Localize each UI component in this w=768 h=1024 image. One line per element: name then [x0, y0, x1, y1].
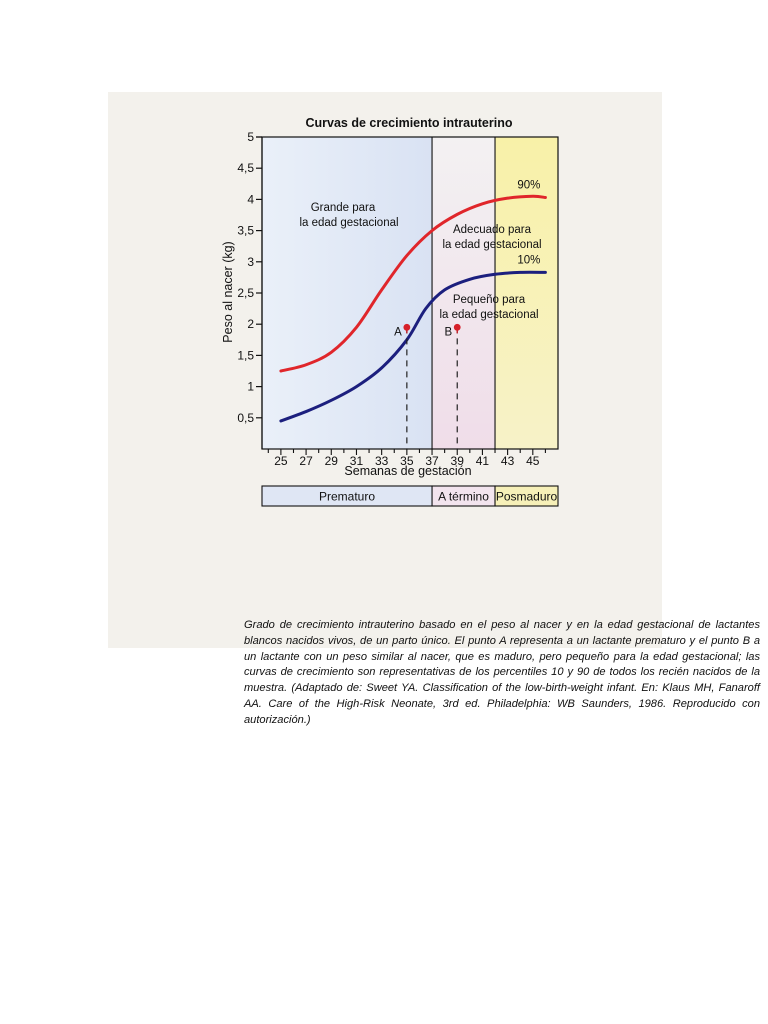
figure-caption: Grado de crecimiento intrauterino basado en el peso al nacer y en la edad gestacional de lactantes blancos nacidos vivos, de un parto único. El punto A representa a un lactante prematuro y el punto B a un lactante con un peso similar al nacer, que es maduro, pero pequeño para la edad gestacional; las curvas de crecimiento son representativas de los percentiles 10 y 90 de todos los recién nacidos de la muestra. (Adaptado de: Sweet YA. Classification of the low-birth-weight infant. En: Klaus MH, Fanaroff AA. Care of the High-Risk Neonate, 3rd ed. Philadelphia: WB Saunders, 1986. Reproducido con autorización.)	[244, 619, 760, 726]
y-tick-label: 0,5	[237, 410, 254, 425]
growth-chart	[108, 92, 662, 648]
y-tick-label: 5	[247, 130, 254, 144]
y-axis	[237, 130, 262, 449]
large-region-label-line2: la edad gestacional	[299, 217, 399, 229]
p90-series-label: 90%	[517, 179, 541, 192]
point-a-label: A	[394, 326, 402, 339]
y-tick-label: 1,5	[237, 348, 254, 363]
small-region-label-line1: Pequeño para	[452, 294, 526, 306]
x-tick-label: 43	[500, 454, 515, 468]
appropriate-region-label-line2: la edad gestacional	[442, 239, 542, 251]
appropriate-region-label-line1: Adecuado para	[452, 224, 532, 236]
point-a-marker	[403, 324, 410, 331]
y-tick-label: 3,5	[237, 223, 254, 238]
x-tick-label: 37	[425, 454, 439, 468]
y-tick-label: 3	[247, 254, 254, 269]
x-tick-label: 31	[349, 454, 364, 468]
point-b-marker	[454, 324, 461, 331]
p10-series-label: 10%	[517, 254, 541, 267]
y-axis-label: Peso al nacer (kg)	[221, 241, 235, 343]
y-tick-label: 1	[247, 379, 254, 394]
y-tick-label: 2	[247, 317, 254, 332]
scanned-page	[108, 92, 760, 726]
premature-region-bg	[262, 137, 432, 449]
period-label: Prematuro	[319, 489, 376, 504]
gestation-period-bar	[262, 486, 558, 506]
x-tick-label: 45	[526, 454, 540, 468]
period-label: Posmaduro	[495, 489, 558, 504]
chart-title: Curvas de crecimiento intrauterino	[305, 116, 513, 130]
x-tick-label: 25	[274, 454, 288, 468]
x-tick-label: 39	[450, 454, 464, 468]
x-tick-label: 29	[324, 454, 338, 468]
x-tick-label: 27	[299, 454, 313, 468]
period-label: A término	[438, 489, 489, 504]
y-tick-label: 2,5	[237, 286, 254, 300]
x-tick-label: 33	[374, 454, 389, 468]
x-axis-label: Semanas de gestación	[344, 464, 472, 478]
y-tick-label: 4,5	[237, 161, 254, 176]
plot-area	[262, 137, 558, 449]
x-tick-label: 35	[400, 454, 414, 468]
large-region-label-line1: Grande para	[310, 202, 376, 214]
y-tick-label: 4	[247, 192, 254, 207]
small-region-label-line2: la edad gestacional	[439, 309, 539, 321]
x-tick-label: 41	[475, 454, 490, 468]
point-b-label: B	[444, 326, 453, 339]
